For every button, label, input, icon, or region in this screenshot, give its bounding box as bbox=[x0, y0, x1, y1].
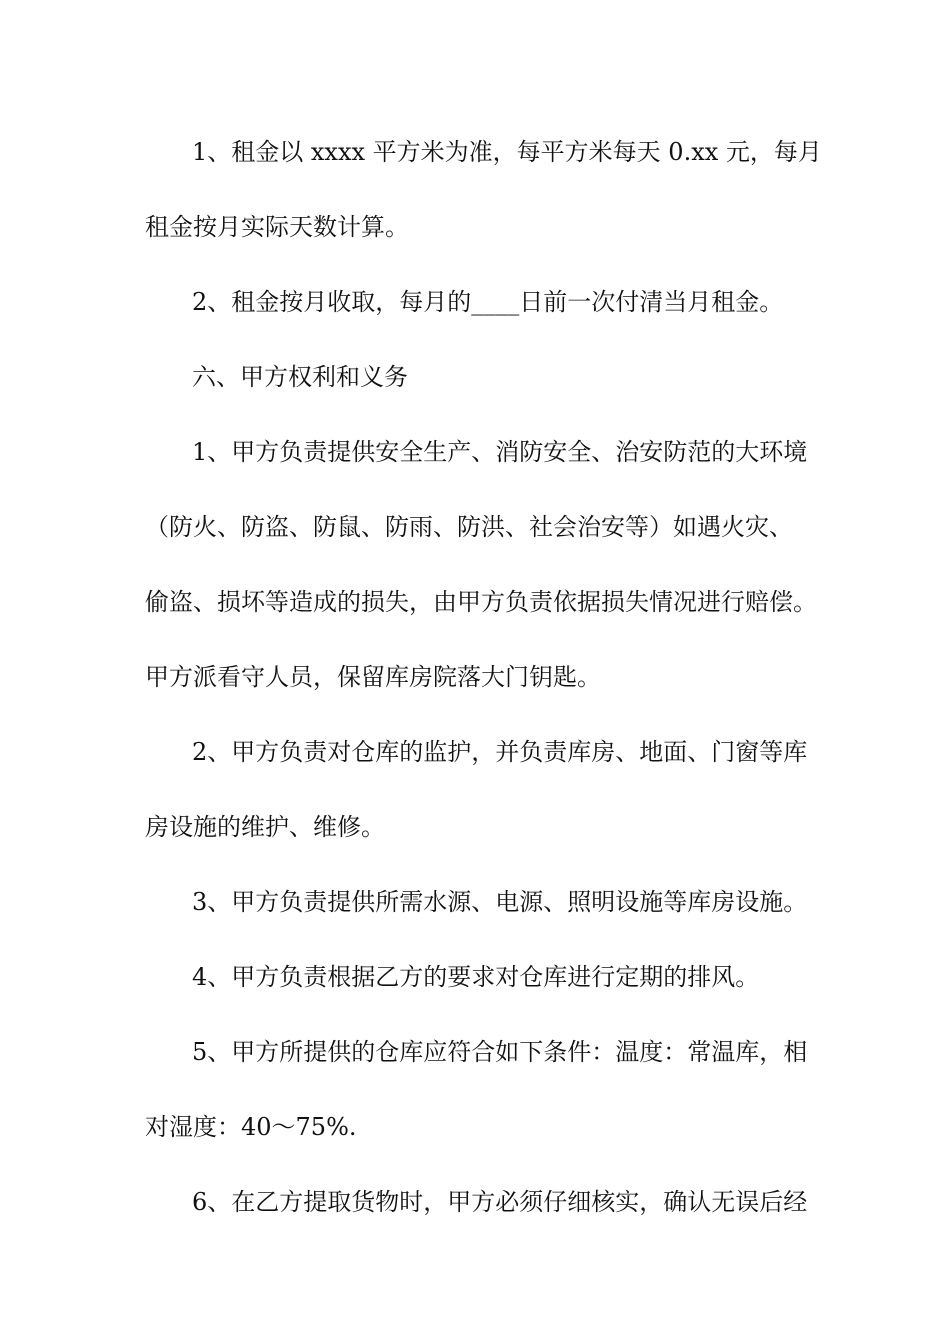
text-line: 1、租金以 xxxx 平方米为准，每平方米每天 0.xx 元，每月 bbox=[192, 138, 822, 166]
text-line: 甲方派看守人员，保留库房院落大门钥匙。 bbox=[145, 663, 601, 691]
section-heading: 六、甲方权利和义务 bbox=[192, 363, 408, 391]
text-line: （防火、防盗、防鼠、防雨、防洪、社会治安等）如遇火灾、 bbox=[145, 513, 793, 541]
text-line: 房设施的维护、维修。 bbox=[145, 813, 385, 841]
text-line: 6、在乙方提取货物时，甲方必须仔细核实，确认无误后经 bbox=[192, 1188, 808, 1216]
text-line: 2、甲方负责对仓库的监护，并负责库房、地面、门窗等库 bbox=[192, 738, 808, 766]
text-line: 租金按月实际天数计算。 bbox=[145, 213, 409, 241]
text-line: 偷盗、损坏等造成的损失，由甲方负责依据损失情况进行赔偿。 bbox=[145, 588, 817, 616]
text-line: 2、租金按月收取，每月的____日前一次付清当月租金。 bbox=[192, 288, 784, 316]
text-line: 对湿度：40～75%. bbox=[145, 1113, 357, 1141]
text-line: 3、甲方负责提供所需水源、电源、照明设施等库房设施。 bbox=[192, 888, 808, 916]
text-line: 1、甲方负责提供安全生产、消防安全、治安防范的大环境 bbox=[192, 438, 808, 466]
text-line: 5、甲方所提供的仓库应符合如下条件：温度：常温库，相 bbox=[192, 1038, 808, 1066]
text-line: 4、甲方负责根据乙方的要求对仓库进行定期的排风。 bbox=[192, 963, 760, 991]
